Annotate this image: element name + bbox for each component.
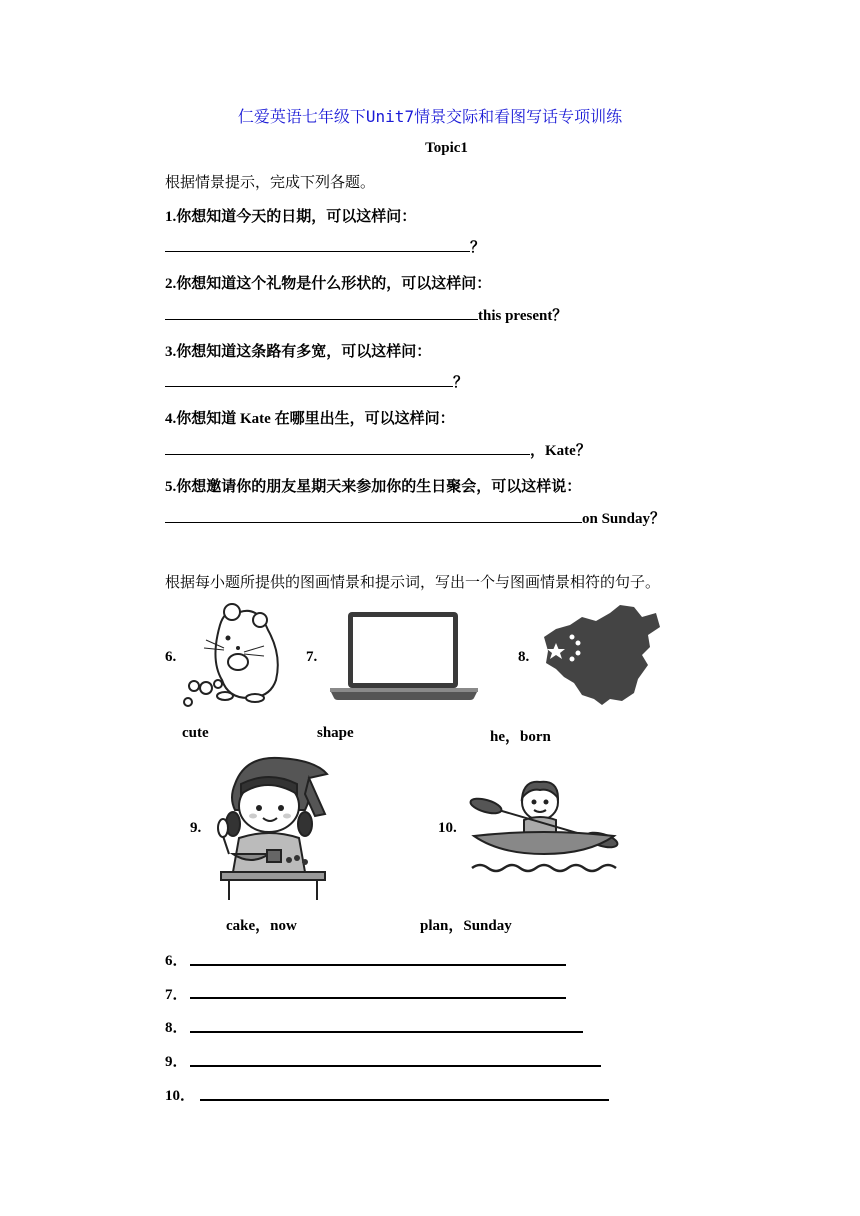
girl-baking-icon — [205, 754, 333, 902]
china-map-icon — [538, 603, 662, 709]
laptop-icon — [328, 610, 480, 702]
answer-7-label: 7． — [165, 987, 188, 1003]
answer-6-label: 6． — [165, 953, 188, 969]
question-2-answer — [165, 304, 567, 325]
question-2-prompt: 2.你想知道这个礼物是什么形状的，可以这样问： — [165, 276, 492, 292]
hamster-icon — [180, 600, 290, 708]
topic-heading: Topic1 — [425, 140, 468, 156]
question-5-tail: on Sunday？ — [582, 511, 665, 527]
answer-line-7[interactable] — [190, 997, 566, 999]
picture-9-number: 9. — [190, 820, 202, 836]
answer-blank-2[interactable] — [165, 305, 478, 320]
answer-blank-4[interactable] — [165, 440, 530, 455]
answer-blank-1[interactable] — [165, 237, 470, 252]
section2-instruction: 根据每小题所提供的图画情景和提示词，写出一个与图画情景相符的句子。 — [165, 573, 661, 591]
question-1-answer — [165, 236, 485, 257]
answer-blank-3[interactable] — [165, 372, 453, 387]
answer-line-6[interactable] — [190, 964, 566, 966]
picture-8-number: 8. — [518, 649, 530, 665]
answer-line-10[interactable] — [200, 1099, 609, 1101]
question-4-prompt: 4.你想知道 Kate 在哪里出生，可以这样问： — [165, 411, 455, 427]
page-title: 仁爱英语七年级下Unit7情景交际和看图写话专项训练 — [237, 107, 623, 126]
section1-instruction: 根据情景提示，完成下列各题。 — [165, 173, 376, 191]
picture-9-hint: cake，now — [226, 918, 297, 934]
question-3-answer — [165, 371, 468, 392]
picture-7-number: 7. — [306, 649, 318, 665]
answer-10-label: 10． — [165, 1088, 196, 1104]
question-4-tail: ，Kate？ — [530, 443, 591, 459]
answer-line-8[interactable] — [190, 1031, 583, 1033]
picture-6-number: 6. — [165, 649, 177, 665]
picture-6-hint: cute — [182, 725, 209, 741]
question-2-tail: this present？ — [478, 308, 568, 324]
picture-7-hint: shape — [317, 725, 354, 741]
question-5-answer — [165, 507, 665, 528]
answer-blank-5[interactable] — [165, 508, 582, 523]
picture-8-hint: he，born — [490, 729, 551, 745]
question-1-tail: ？ — [470, 240, 486, 256]
question-5-prompt: 5.你想邀请你的朋友星期天来参加你的生日聚会，可以这样说： — [165, 479, 582, 495]
picture-10-hint: plan，Sunday — [420, 918, 512, 934]
answer-8-label: 8． — [165, 1020, 188, 1036]
boy-kayaking-icon — [468, 776, 620, 880]
question-1-prompt: 1.你想知道今天的日期，可以这样问： — [165, 209, 417, 225]
question-3-tail: ？ — [453, 375, 469, 391]
answer-line-9[interactable] — [190, 1065, 601, 1067]
question-3-prompt: 3.你想知道这条路有多宽，可以这样问： — [165, 344, 432, 360]
picture-10-number: 10. — [438, 820, 457, 836]
answer-9-label: 9． — [165, 1054, 188, 1070]
question-4-answer — [165, 439, 591, 460]
